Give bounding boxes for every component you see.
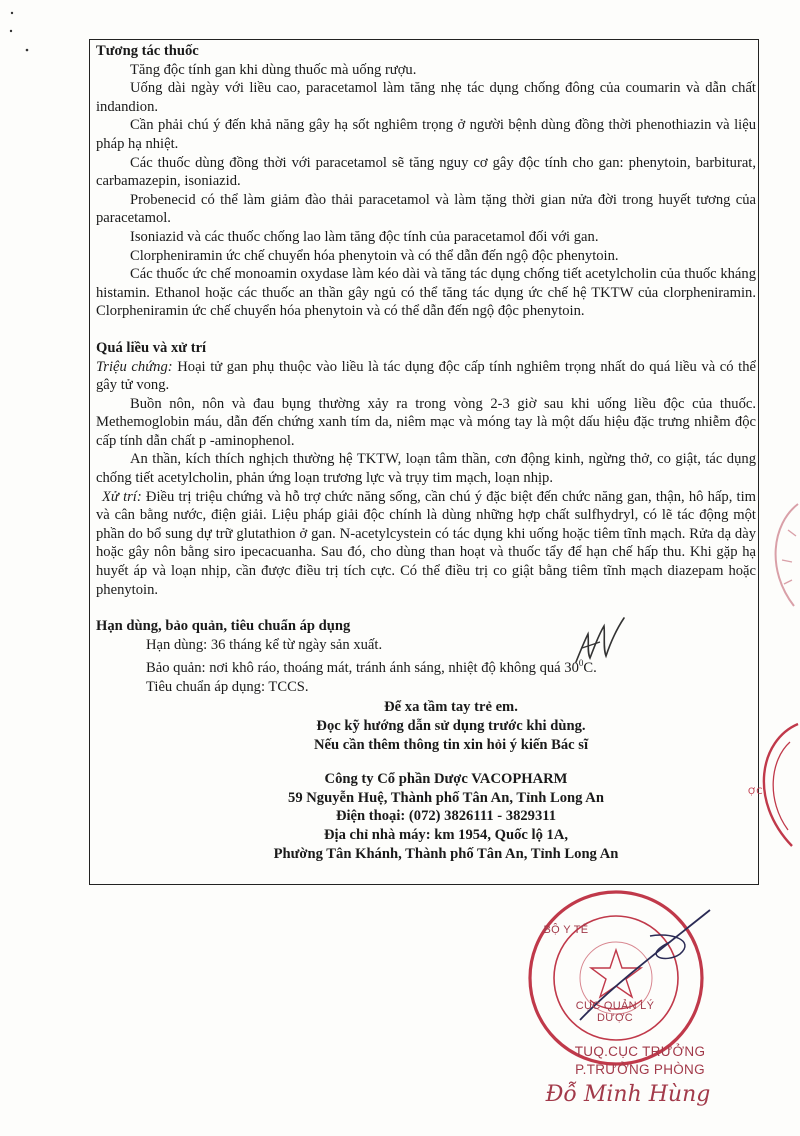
approval-title: TUQ.CỤC TRƯỞNG	[574, 1044, 706, 1059]
company-phone: Điện thoại: (072) 3826111 - 3829311	[335, 808, 557, 825]
overdose-treatment	[96, 488, 756, 600]
partial-stamp-icon	[758, 500, 800, 610]
overdose-text: An thần, kích thích nghịch thường hệ TKTW, loạn tâm thần, cơn động kinh, ngừng thở, co giật, tác dụng chống tiết acetylcholin, phản ứng loạn trương lực và trụy tim mạch, loạn nhịp.	[96, 451, 756, 487]
applied-standard: Tiêu chuẩn áp dụng: TCCS.	[146, 678, 309, 695]
overdose-text: Buồn nôn, nôn và đau bụng thường xảy ra trong vòng 2-3 giờ sau khi uống liều độc của thuốc. Methemoglobin máu, dẫn đến chứng xanh tím da, niêm mạc và móng tay là một dấu hiệu đặc trưng nhiễm độc cấp tính dẫn chất p -aminophenol.	[96, 395, 756, 449]
treatment-text: Điều trị triệu chứng và hỗ trợ chức năng sống, cần chú ý đặc biệt đến chức năng gan, thận, hô hấp, tim và cân bằng nước, điện giải. Liệu pháp giải độc chính là dùng những hợp chất sulfhydryl, có lẽ tác động một phần do bổ sung dự trữ glutathion ở gan. N-acetylcystein có tác dụng khi uống hoặc tiêm tĩnh mạch. Rửa dạ dày hoặc gây nôn bằng siro ipecacuanha. Sau đó, cho dùng than hoạt và thuốc tẩy để hạn chế hấp thu. Khi gặp hạ huyết áp và loạn nhịp, cần được điều trị tích cực. Có thể điều trị co giật bằng tiêm tĩnh mạch diazepam hoặc phenytoin.	[96, 488, 757, 598]
shelf-life: Hạn dùng: 36 tháng kể từ ngày sản xuất.	[146, 636, 383, 653]
warning-line: Để xa tầm tay trẻ em.	[384, 699, 518, 716]
partial-stamp-icon	[730, 720, 800, 850]
overdose-symptoms	[96, 358, 756, 395]
warning-line: Đọc kỹ hướng dẫn sử dụng trước khi dùng.	[316, 718, 586, 735]
company-address: 59 Nguyễn Huệ, Thành phố Tân An, Tỉnh Long An	[288, 789, 604, 806]
leaflet-content	[96, 42, 756, 863]
company-name: Công ty Cổ phần Dược VACOPHARM	[324, 771, 568, 788]
interactions-text: Cần phải chú ý đến khả năng gây hạ sốt nghiêm trọng ở người bệnh dùng đồng thời phenothiazin và liệu pháp hạ nhiệt.	[96, 117, 756, 152]
interactions-text: Clorpheniramin ức chế chuyển hóa phenytoin và có thể dẫn đến ngộ độc phenytoin.	[130, 247, 619, 264]
symptoms-text: Hoại tử gan phụ thuộc vào liều là tác dụng độc cấp tính nghiêm trọng nhất do quá liều và có thể gây tử vong.	[96, 358, 757, 394]
warning-line: Nếu cần thêm thông tin xin hỏi ý kiến Bác sĩ	[313, 736, 589, 753]
interactions-text: Các thuốc ức chế monoamin oxydase làm kéo dài và tăng tác dụng chống tiết acetylcholin của thuốc kháng histamin. Ethanol hoặc các thuốc an thần gây ngủ có thể tăng tác dụng ức chế hệ TKTW của clorpheniramin. Clorpheniramin ức chế chuyển hóa phenytoin và có thể dẫn đến ngộ độc phenytoin.	[96, 266, 756, 320]
factory-address: Phường Tân Khánh, Thành phố Tân An, Tỉnh Long An	[273, 845, 619, 862]
handwritten-initials-icon	[570, 612, 630, 668]
interactions-heading: Tương tác thuốc	[96, 43, 199, 59]
interactions-text: Các thuốc dùng đồng thời với paracetamol sẽ tăng nguy cơ gây độc tính cho gan: phenytoin, barbiturat, carbamazepin, isoniazid.	[96, 154, 756, 190]
treatment-label: Xử trí:	[102, 488, 142, 505]
overdose-heading: Quá liều và xử trí	[96, 339, 207, 356]
signer-name: Đỗ Minh Hùng	[545, 1082, 711, 1107]
approval-subtitle: P.TRƯỞNG PHÒNG	[575, 1062, 705, 1077]
interactions-text: Isoniazid và các thuốc chống lao làm tăng độc tính của paracetamol đối với gan.	[130, 228, 599, 245]
stamp-top-text: BỘ Y TẾ	[543, 924, 589, 936]
storage-conditions: Bảo quản: nơi khô ráo, thoáng mát, tránh ánh sáng, nhiệt độ không quá $30^0C$.	[146, 658, 597, 677]
interactions-text: Tăng độc tính gan khi dùng thuốc mà uống rượu.	[130, 61, 417, 78]
interactions-text: Probenecid có thể làm giảm đào thải paracetamol và làm tặng thời gian nửa đời trong huyết tương của paracetamol.	[96, 191, 756, 227]
stamp-bottom-text: CỤC QUẢN LÝ DƯỢC	[575, 1000, 655, 1024]
storage-heading: Hạn dùng, bảo quản, tiêu chuẩn áp dụng	[96, 618, 351, 635]
factory-address: Địa chỉ nhà máy: km 1954, Quốc lộ 1A,	[323, 827, 569, 844]
symptoms-label: Triệu chứng:	[96, 358, 173, 375]
interactions-text: Uống dài ngày với liều cao, paracetamol làm tăng nhẹ tác dụng chống đông của coumarin và dẫn chất indandion.	[96, 80, 756, 115]
svg-text:ỢC: ỢC	[748, 787, 763, 797]
margin-marks	[0, 0, 40, 60]
